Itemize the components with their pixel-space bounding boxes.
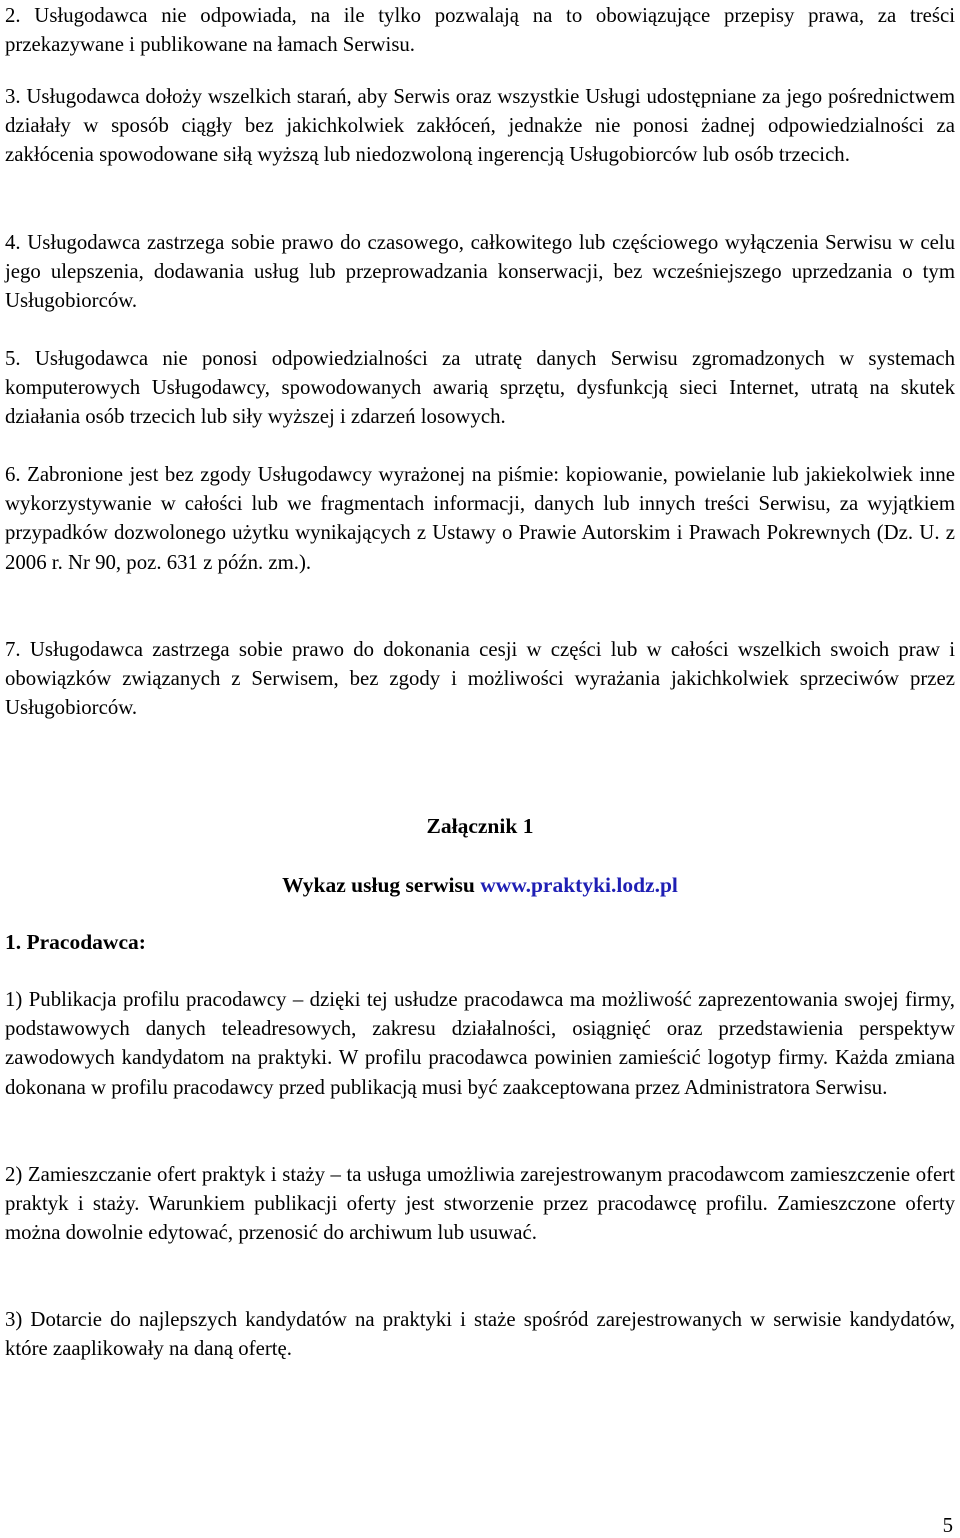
paragraph-5: 5. Usługodawca nie ponosi odpowiedzialności za utratę danych Serwisu zgromadzonych w systemach komputerowych Usługodawcy, spowodowanych awarią sprzętu, dysfunkcją sieci Internet, utratą na skutek działania osób trzecich lub siły wyższej i zdarzeń losowych. xyxy=(5,347,955,429)
service-item-1: 1) Publikacja profilu pracodawcy – dzięki tej usłudze pracodawca ma możliwość zaprezentowania swojej firmy, podstawowych danych teleadresowych, zakresu działalności, osiągnięć oraz przedstawienia perspektyw zawodowych kandydatom na praktyki. W profilu pracodawca powinien zamieścić logotyp firmy. Każda zmiana dokonana w profilu pracodawcy przed publikacją musi być zaakceptowana przez Administratora Serwisu. xyxy=(5,988,955,1099)
service-item-3: 3) Dotarcie do najlepszych kandydatów na praktyki i staże spośród zarejestrowanych w serwisie kandydatów, które zaaplikowały na daną ofertę. xyxy=(5,1308,955,1361)
service-website-link[interactable]: www.praktyki.lodz.pl xyxy=(480,873,678,897)
section-heading-employer: 1. Pracodawca: xyxy=(5,930,146,954)
paragraph-2: 2. Usługodawca nie odpowiada, na ile tylko pozwalają na to obowiązujące przepisy prawa, za treści przekazywane i publikowane na łamach Serwisu. xyxy=(5,4,955,57)
paragraph-7: 7. Usługodawca zastrzega sobie prawo do dokonania cesji w części lub w całości wszelkich swoich praw i obowiązków związanych z Serwisem, bez zgody i możliwości wyrażania jakichkolwiek sprzeciwów przez Usługobiorców. xyxy=(5,638,955,720)
paragraph-6: 6. Zabronione jest bez zgody Usługodawcy wyrażonej na piśmie: kopiowanie, powielanie lub jakiekolwiek inne wykorzystywanie w całości lub we fragmentach informacji, danych lub innych treści Serwisu, za wyjątkiem przypadków dozwolonego użytku wynikających z Ustawy o Prawie Autorskim i Prawach Pokrewnych (Dz. U. z 2006 r. Nr 90, poz. 631 z późn. zm.). xyxy=(5,463,955,574)
annex-subtitle xyxy=(5,871,955,899)
annex-subtitle-text: Wykaz usług serwisu xyxy=(282,873,481,897)
page-number: 5 xyxy=(942,1514,953,1537)
paragraph-4: 4. Usługodawca zastrzega sobie prawo do czasowego, całkowitego lub częściowego wyłączenia Serwisu w celu jego ulepszenia, dodawania usług lub przeprowadzania konserwacji, bez wcześniejszego uprzedzania o tym Usługobiorców. xyxy=(5,231,955,313)
annex-title: Załącznik 1 xyxy=(426,814,534,838)
service-item-2: 2) Zamieszczanie ofert praktyk i staży – ta usługa umożliwia zarejestrowanym pracodawcom zamieszczenie ofert praktyk i staży. Warunkiem publikacji oferty jest stworzenie przez pracodawcę profilu. Zamieszczone oferty można dowolnie edytować, przenosić do archiwum lub usuwać. xyxy=(5,1163,955,1245)
paragraph-3: 3. Usługodawca dołoży wszelkich starań, aby Serwis oraz wszystkie Usługi udostępniane za jego pośrednictwem działały w sposób ciągły bez jakichkolwiek zakłóceń, jednakże nie ponosi żadnej odpowiedzialności za zakłócenia spowodowane siłą wyższą lub niedozwoloną ingerencją Usługobiorców lub osób trzecich. xyxy=(5,85,955,167)
document-page xyxy=(5,0,955,1537)
